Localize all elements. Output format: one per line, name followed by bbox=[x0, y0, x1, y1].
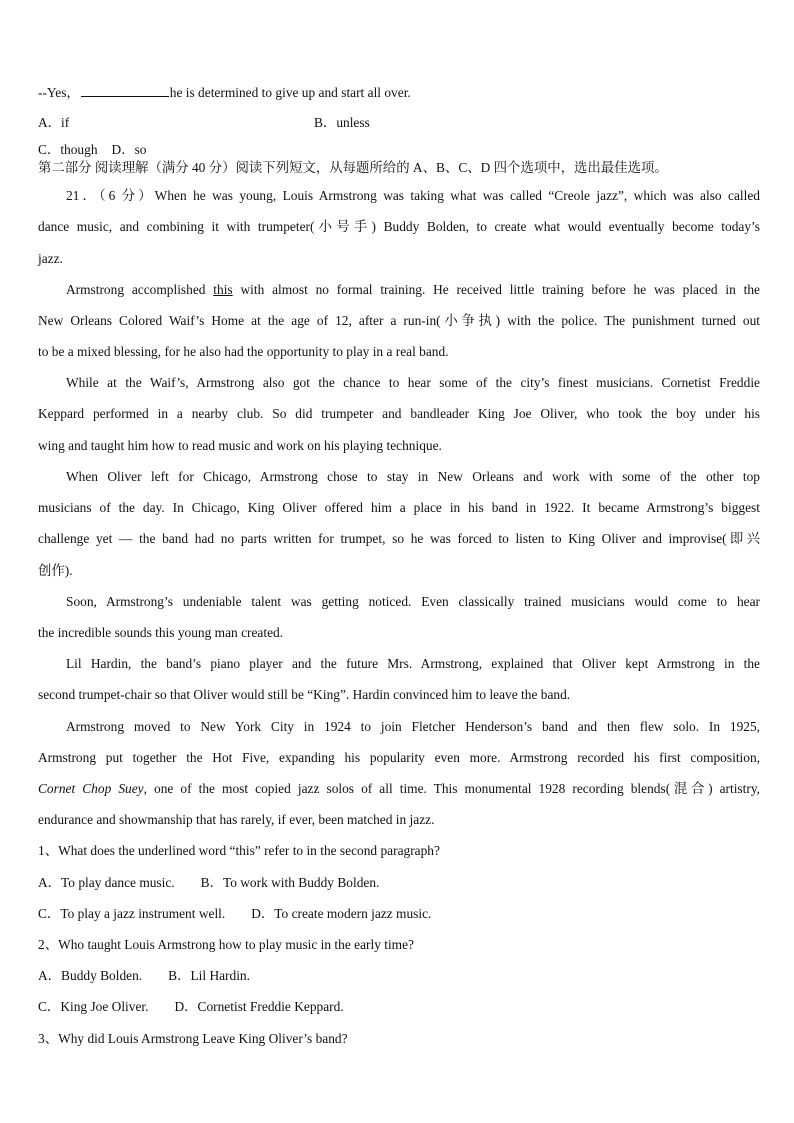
passage-p4-line3: challenge yet — the band had no parts written for trumpet, so he was forced to listen to King Oliver and improvise(即兴 bbox=[38, 531, 760, 546]
prev-question-stem-after: he is determined to give up and start all over. bbox=[169, 85, 411, 100]
passage-p2-line2: New Orleans Colored Waif’s Home at the age of 12, after a run-in(小争执) with the police. The punishment turned out bbox=[38, 313, 760, 328]
question-2-options-ab bbox=[38, 968, 760, 984]
question-2-option-d: D．Cornetist Freddie Keppard. bbox=[174, 999, 344, 1014]
option-d: D．so bbox=[111, 142, 147, 157]
passage-p7-line2: Armstrong put together the Hot Five, expanding his popularity even more. Armstrong recorded his first composition, bbox=[38, 750, 760, 765]
question-1-option-a: A．To play dance music. bbox=[38, 875, 175, 890]
passage-p6-line2: second trumpet-chair so that Oliver would still be “King”. Hardin convinced him to leave the band. bbox=[38, 687, 571, 702]
passage-p7-line4: endurance and showmanship that has rarely, if ever, been matched in jazz. bbox=[38, 812, 435, 827]
passage-p3-line1: While at the Waif’s, Armstrong also got the chance to hear some of the city’s finest musicians. Cornetist Freddie bbox=[66, 375, 760, 390]
passage-p7-line3 bbox=[38, 781, 760, 797]
question-1-option-d: D．To create modern jazz music. bbox=[251, 906, 432, 921]
passage-p1-line3: jazz. bbox=[38, 251, 63, 266]
question-1-option-c: C．To play a jazz instrument well. bbox=[38, 906, 226, 921]
passage-p5-line1: Soon, Armstrong’s undeniable talent was getting noticed. Even classically trained musicians would come to hear bbox=[66, 594, 760, 609]
song-title: Cornet Chop Suey bbox=[38, 781, 144, 796]
prev-question-stem bbox=[38, 84, 760, 101]
option-b: B．unless bbox=[314, 115, 370, 130]
question-2-stem: 2、Who taught Louis Armstrong how to play music in the early time? bbox=[38, 937, 414, 952]
question-1-options-cd bbox=[38, 906, 760, 922]
question-1-option-b: B．To work with Buddy Bolden. bbox=[200, 875, 380, 890]
question-2-option-c: C．King Joe Oliver. bbox=[38, 999, 149, 1014]
question-2-options-cd bbox=[38, 999, 760, 1015]
passage-p4-line2: musicians of the day. In Chicago, King Oliver offered him a place in his band in 1922. It became Armstrong’s biggest bbox=[38, 500, 760, 515]
passage-p1-line1: 21．（6 分）When he was young, Louis Armstrong was taking what was called “Creole jazz”, which was also called bbox=[66, 188, 760, 203]
p7-line3-rest: , one of the most copied jazz solos of all time. This monumental 1928 recording blends(混合) artistry, bbox=[143, 781, 760, 796]
question-3-stem: 3、Why did Louis Armstrong Leave King Oliver’s band? bbox=[38, 1031, 348, 1046]
passage-p5-line2: the incredible sounds this young man created. bbox=[38, 625, 284, 640]
question-2-option-a: A．Buddy Bolden. bbox=[38, 968, 143, 983]
passage-p6-line1: Lil Hardin, the band’s piano player and the future Mrs. Armstrong, explained that Oliver kept Armstrong in the bbox=[66, 656, 760, 671]
passage-p4-line1: When Oliver left for Chicago, Armstrong chose to stay in New Orleans and work with some of the other top bbox=[66, 469, 760, 484]
option-c: C．though bbox=[38, 142, 98, 157]
passage-p4-line4: 创作). bbox=[38, 563, 73, 578]
question-1-stem: 1、What does the underlined word “this” refer to in the second paragraph? bbox=[38, 843, 440, 858]
prev-question-options-ab bbox=[38, 115, 760, 131]
answer-blank bbox=[81, 84, 169, 97]
passage-p1-line2: dance music, and combining it with trumpeter(小号手) Buddy Bolden, to create what would eventually become today’s bbox=[38, 219, 760, 234]
passage-p7-line1: Armstrong moved to New York City in 1924 to join Fletcher Henderson’s band and then flew solo. In 1925, bbox=[66, 719, 760, 734]
p2-text-after: with almost no formal training. He received little training before he was placed in the bbox=[232, 282, 760, 297]
prev-question-stem-before: --Yes， bbox=[38, 85, 80, 100]
p2-text-before: Armstrong accomplished bbox=[66, 282, 214, 297]
section-header: 第二部分 阅读理解（满分 40 分）阅读下列短文，从每题所给的 A、B、C、D 四个选项中，选出最佳选项。 bbox=[38, 160, 668, 175]
prev-question-options-cd bbox=[38, 142, 760, 158]
underlined-word-this: this bbox=[213, 282, 233, 297]
passage-p3-line2: Keppard performed in a nearby club. So did trumpeter and bandleader King Joe Oliver, who took the boy under his bbox=[38, 406, 760, 421]
question-2-option-b: B．Lil Hardin. bbox=[168, 968, 250, 983]
question-1-options-ab bbox=[38, 875, 760, 891]
passage-p2-line3: to be a mixed blessing, for he also had the opportunity to play in a real band. bbox=[38, 344, 449, 359]
passage-p3-line3: wing and taught him how to read music and work on his playing technique. bbox=[38, 438, 442, 453]
passage-p2-line1 bbox=[66, 282, 760, 298]
option-a: A．if bbox=[38, 115, 70, 130]
